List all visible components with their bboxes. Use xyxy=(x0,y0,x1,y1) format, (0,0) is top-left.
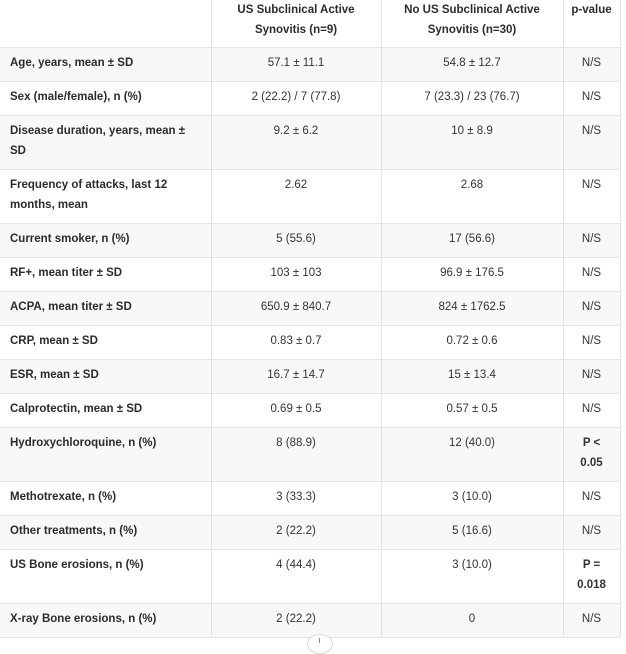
no-us-synovitis-value: 3 (10.0) xyxy=(381,482,563,516)
row-label: Current smoker, n (%) xyxy=(0,224,211,258)
row-label: Calprotectin, mean ± SD xyxy=(0,394,211,428)
no-us-synovitis-value: 17 (56.6) xyxy=(381,224,563,258)
no-us-synovitis-value: 96.9 ± 176.5 xyxy=(381,258,563,292)
us-synovitis-value: 650.9 ± 840.7 xyxy=(211,292,381,326)
no-us-synovitis-value: 0.57 ± 0.5 xyxy=(381,394,563,428)
no-us-synovitis-value: 0 xyxy=(381,604,563,638)
p-value: N/S xyxy=(563,360,620,394)
p-value: N/S xyxy=(563,170,620,224)
no-us-synovitis-value: 2.68 xyxy=(381,170,563,224)
p-value: N/S xyxy=(563,326,620,360)
row-label: Frequency of attacks, last 12 months, mean xyxy=(0,170,211,224)
table-row xyxy=(0,82,620,116)
us-synovitis-value: 2 (22.2) xyxy=(211,604,381,638)
row-label: Methotrexate, n (%) xyxy=(0,482,211,516)
p-value: N/S xyxy=(563,516,620,550)
row-label: Sex (male/female), n (%) xyxy=(0,82,211,116)
p-value: N/S xyxy=(563,258,620,292)
table-row xyxy=(0,258,620,292)
table-row xyxy=(0,116,620,170)
us-synovitis-value: 5 (55.6) xyxy=(211,224,381,258)
p-value: N/S xyxy=(563,482,620,516)
us-synovitis-value: 2.62 xyxy=(211,170,381,224)
p-value: N/S xyxy=(563,48,620,82)
us-synovitis-value: 0.83 ± 0.7 xyxy=(211,326,381,360)
table-body xyxy=(0,48,620,638)
row-label: X-ray Bone erosions, n (%) xyxy=(0,604,211,638)
no-us-synovitis-value: 7 (23.3) / 23 (76.7) xyxy=(381,82,563,116)
row-label: ESR, mean ± SD xyxy=(0,360,211,394)
table-header xyxy=(0,0,620,48)
table-row xyxy=(0,170,620,224)
no-us-synovitis-value: 5 (16.6) xyxy=(381,516,563,550)
p-value: N/S xyxy=(563,292,620,326)
row-label: Other treatments, n (%) xyxy=(0,516,211,550)
row-label: ACPA, mean titer ± SD xyxy=(0,292,211,326)
header-us-synovitis: US Subclinical Active Synovitis (n=9) xyxy=(211,0,381,48)
table-row xyxy=(0,326,620,360)
p-value: N/S xyxy=(563,116,620,170)
us-synovitis-value: 9.2 ± 6.2 xyxy=(211,116,381,170)
us-synovitis-value: 2 (22.2) / 7 (77.8) xyxy=(211,82,381,116)
table-row xyxy=(0,292,620,326)
us-synovitis-value: 8 (88.9) xyxy=(211,428,381,482)
us-synovitis-value: 0.69 ± 0.5 xyxy=(211,394,381,428)
table-row xyxy=(0,360,620,394)
p-value: P < 0.05 xyxy=(563,428,620,482)
us-synovitis-value: 2 (22.2) xyxy=(211,516,381,550)
p-value: N/S xyxy=(563,604,620,638)
no-us-synovitis-value: 54.8 ± 12.7 xyxy=(381,48,563,82)
scroll-handle[interactable] xyxy=(307,634,333,654)
us-synovitis-value: 16.7 ± 14.7 xyxy=(211,360,381,394)
row-label: Hydroxychloroquine, n (%) xyxy=(0,428,211,482)
no-us-synovitis-value: 10 ± 8.9 xyxy=(381,116,563,170)
no-us-synovitis-value: 3 (10.0) xyxy=(381,550,563,604)
row-label: Age, years, mean ± SD xyxy=(0,48,211,82)
table-row xyxy=(0,604,620,638)
table-row xyxy=(0,394,620,428)
header-p-value: p-value xyxy=(563,0,620,48)
no-us-synovitis-value: 15 ± 13.4 xyxy=(381,360,563,394)
table-row xyxy=(0,224,620,258)
table-row xyxy=(0,48,620,82)
p-value: N/S xyxy=(563,224,620,258)
us-synovitis-value: 57.1 ± 11.1 xyxy=(211,48,381,82)
us-synovitis-value: 4 (44.4) xyxy=(211,550,381,604)
us-synovitis-value: 103 ± 103 xyxy=(211,258,381,292)
p-value: N/S xyxy=(563,82,620,116)
row-label: RF+, mean titer ± SD xyxy=(0,258,211,292)
no-us-synovitis-value: 824 ± 1762.5 xyxy=(381,292,563,326)
row-label: Disease duration, years, mean ± SD xyxy=(0,116,211,170)
table-row xyxy=(0,428,620,482)
p-value: P = 0.018 xyxy=(563,550,620,604)
row-label: CRP, mean ± SD xyxy=(0,326,211,360)
p-value: N/S xyxy=(563,394,620,428)
header-no-us-synovitis: No US Subclinical Active Synovitis (n=30) xyxy=(381,0,563,48)
header-characteristic xyxy=(0,0,211,48)
table-row xyxy=(0,482,620,516)
table-row xyxy=(0,550,620,604)
no-us-synovitis-value: 0.72 ± 0.6 xyxy=(381,326,563,360)
no-us-synovitis-value: 12 (40.0) xyxy=(381,428,563,482)
us-synovitis-value: 3 (33.3) xyxy=(211,482,381,516)
table-row xyxy=(0,516,620,550)
row-label: US Bone erosions, n (%) xyxy=(0,550,211,604)
header-row xyxy=(0,0,620,48)
